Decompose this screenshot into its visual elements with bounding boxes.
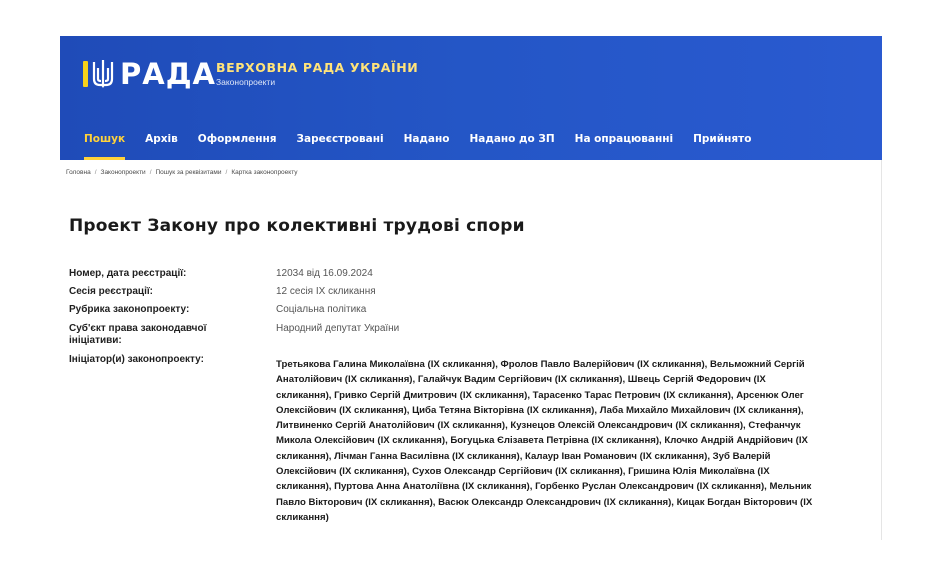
initiators-line: Анатолійович (IX скликання), Галайчук Вадим Сергійович (IX скликання), Швець Сергій Федорович (IX bbox=[276, 374, 766, 386]
breadcrumb-home[interactable]: Головна bbox=[66, 169, 91, 176]
registration-value: 12034 від 16.09.2024 bbox=[276, 268, 373, 279]
subject-label bbox=[69, 323, 244, 347]
subject-label-line: ініціативи: bbox=[69, 335, 122, 346]
flag-icon bbox=[83, 61, 88, 87]
rubric-label: Рубрика законопроекту: bbox=[69, 304, 190, 315]
main-nav bbox=[74, 124, 761, 160]
initiators-line: скликання) bbox=[276, 511, 329, 523]
breadcrumb-bills[interactable]: Законопроекти bbox=[100, 169, 146, 176]
site-header bbox=[60, 36, 882, 160]
breadcrumb-current: Картка законопроекту bbox=[231, 169, 298, 176]
initiators-value bbox=[276, 357, 873, 525]
rubric-value: Соціальна політика bbox=[276, 304, 367, 315]
initiators-line: Олексійович (IX скликання), Циба Тетяна Вікторівна (IX скликання), Лаба Михайло Михайлович (IX скликання), bbox=[276, 404, 804, 416]
nav-item-search[interactable]: Пошук bbox=[74, 124, 135, 160]
nav-item-adopted[interactable]: Прийнято bbox=[693, 133, 752, 145]
initiators-line: скликання), Гривко Сергій Дмитрович (IX скликання), Тарасенко Тарас Петрович (IX скликання), Арсенюк Олег bbox=[276, 389, 804, 401]
initiators-label: Ініціатор(и) законопроекту: bbox=[69, 354, 204, 365]
subject-value: Народний депутат України bbox=[276, 323, 400, 334]
site-title-block bbox=[216, 60, 418, 87]
trident-icon bbox=[92, 59, 114, 89]
nav-item-in-progress[interactable]: На опрацюванні bbox=[574, 133, 674, 145]
breadcrumb-separator: / bbox=[94, 169, 97, 176]
content-divider bbox=[881, 160, 882, 540]
initiators-line: Микола Олексійович (IX скликання), Богуцька Єлізавета Петрівна (IX скликання), Клочко Андрій Андрійович (IX bbox=[276, 435, 808, 447]
site-title: ВЕРХОВНА РАДА УКРАЇНИ bbox=[216, 60, 419, 75]
site-logo[interactable] bbox=[83, 58, 216, 90]
initiators-line: Литвиненко Сергій Анатолійович (IX скликання), Кузнецов Олексій Олександрович (IX скликання), Стефанчук bbox=[276, 420, 801, 432]
page-title: Проект Закону про колективні трудові спори bbox=[69, 216, 525, 236]
nav-item-archive[interactable]: Архів bbox=[145, 133, 178, 145]
nav-item-submitted[interactable]: Надано bbox=[403, 133, 450, 145]
breadcrumb-separator: / bbox=[225, 169, 228, 176]
breadcrumb-search[interactable]: Пошук за реквізитами bbox=[155, 169, 222, 176]
site-subtitle: Законопроекти bbox=[216, 77, 276, 87]
initiators-line: скликання), Лічман Ганна Василівна (IX скликання), Калаур Іван Романович (IX скликання), Зуб Валерій bbox=[276, 450, 771, 462]
breadcrumb-separator: / bbox=[149, 169, 152, 176]
nav-item-drafting[interactable]: Оформлення bbox=[197, 133, 277, 145]
nav-item-submitted-zp[interactable]: Надано до ЗП bbox=[469, 133, 555, 145]
nav-item-registered[interactable]: Зареєстровані bbox=[296, 133, 384, 145]
session-value: 12 сесія IX скликання bbox=[276, 286, 376, 297]
breadcrumb bbox=[66, 169, 298, 176]
page bbox=[60, 36, 882, 573]
initiators-line: скликання), Пуртова Анна Анатоліївна (IX скликання), Горбенко Руслан Олександрович (IX скликання), Мельник bbox=[276, 481, 812, 493]
subject-label-line: Суб'єкт права законодавчої bbox=[69, 323, 207, 334]
initiators-line: Третьякова Галина Миколаївна (IX скликання), Фролов Павло Валерійович (IX скликання), Вельможний Сергій bbox=[276, 359, 805, 370]
logo-word: РАДА bbox=[120, 57, 216, 91]
initiators-line: Олексійович (IX скликання), Сухов Олександр Сергійович (IX скликання), Гришина Юлія Миколаївна (IX bbox=[276, 466, 770, 478]
initiators-line: Павло Вікторович (IX скликання), Васюк Олександр Олександрович (IX скликання), Кицак Богдан Вікторович (IX bbox=[276, 496, 813, 508]
registration-label: Номер, дата реєстрації: bbox=[69, 268, 187, 279]
session-label: Сесія реєстрації: bbox=[69, 286, 153, 297]
